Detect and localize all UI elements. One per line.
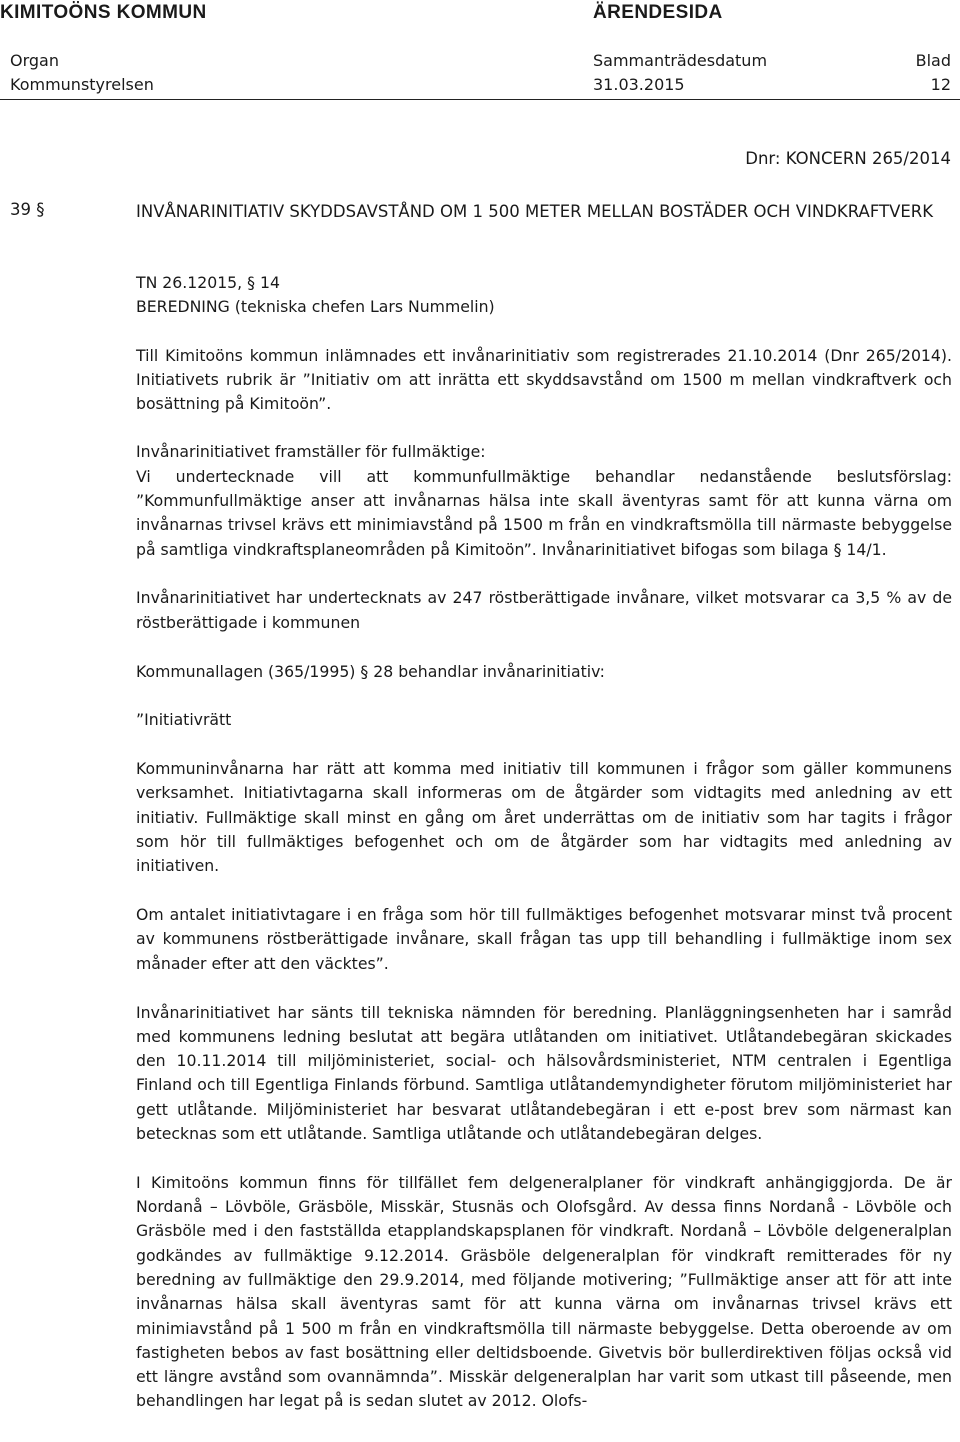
case-dnr: Dnr: KONCERN 265/2014 <box>745 149 951 168</box>
page-header <box>0 0 960 102</box>
page-number: 12 <box>930 75 951 94</box>
header-divider <box>0 99 960 100</box>
prep-beredning: BEREDNING (tekniska chefen Lars Nummelin) <box>136 297 495 317</box>
paragraph: Invånarinitiativet har sänts till tekniska nämnden för beredning. Planläggningsenheten har i samråd med kommunens ledning beslutat att begära utlåtanden om initiativet. Utlåtandebegäran skickades den 10.11.2014 till miljöministeriet, social- och hälsovårdsministeriet, NTM centralen i Egentliga Finland och till Egentliga Finlands förbund. Samtliga utlåtandemyndigheter förutom miljöministeriet har gett utlåtande. Miljöministeriet har besvarat utlåtandebegäran i ett e-post brev som närmast kan betecknas som ett utlåtande. Samtliga utlåtande och utlåtandebegäran delges. <box>136 1002 952 1144</box>
paragraph: Vi undertecknade vill att kommunfullmäktige behandlar nedanstående beslutsförslag: ”Kommunfullmäktige anser att invånarnas hälsa inte skall äventyras samt för att kunna värna om invånarnas trivsel krävs ett minimiavstånd på 1500 m från en vindkraftsmölla till närmaste bebyggelse på samtliga vindkraftsplaneområden på Kimitoön”. Invånarinitiativet bifogas som bilaga § 14/1. <box>136 466 952 559</box>
paragraph: Invånarinitiativet har undertecknats av 247 röstberättigade invånare, vilket motsvarar ca 3,5 % av de röstberättigade i kommunen <box>136 588 952 632</box>
case-body <box>136 271 952 1414</box>
prep-reference: TN 26.12015, § 14 <box>136 273 280 292</box>
paragraph: ”Initiativrätt <box>136 710 232 730</box>
case-title: INVÅNARINITIATIV SKYDDSAVSTÅND OM 1 500 METER MELLAN BOSTÄDER OCH VINDKRAFTVERK <box>136 202 934 221</box>
paragraph: Kommuninvånarna har rätt att komma med initiativ till kommunen i frågor som gäller kommunens verksamhet. Initiativtagarna skall informeras om de åtgärder som vidtagits med anledning av ett initiativ. Fullmäktige skall minst en gång om året underrättas om de initiativ som har tagits i frågor som hör till fullmäktiges befogenhet och om de åtgärder som har vidtagits med anledning av initiativen. <box>136 759 952 876</box>
meeting-date-value: 31.03.2015 <box>593 75 685 94</box>
meeting-date-label: Sammanträdesdatum <box>593 51 768 70</box>
paragraph: Invånarinitiativet framställer för fullmäktige: <box>136 442 486 462</box>
paragraph: I Kimitoöns kommun finns för tillfället fem delgeneralplaner för vindkraft anhängiggjorda. De är Nordanå – Lövböle, Gräsböle, Misskär, Stusnäs och Olofsgård. Av dessa finns Nordanå - Lövböle och Gräsböle med i den fastställda etapplandskapsplanen för vindkraft. Nordanå – Lövböle delgeneralplan godkändes av fullmäktige 9.12.2014. Gräsböle delgeneralplan för vindkraft remitterades för ny beredning av fullmäktige den 29.9.2014, med följande motivering; ”Fullmäktige anser att för att inte invånarnas hälsa skall äventyras samt för att kunna värna om invånarnas trivsel krävs ett minimiavstånd på 1 500 m från en vindkraftsmölla till närmaste bebyggelse. Detta oberoende av om fastigheten bebos av fast bosättning eller deltidsboende. Givetvis bör bullerdirektiven följas också vid ett längre avstånd som ovannämnda”. Misskär delgeneralplan har varit som utkast till påseende, men behandlingen har legat på is sedan slutet av 2012. Olofs- <box>136 1172 952 1411</box>
case-number: 39 § <box>10 200 45 219</box>
paragraph: Till Kimitoöns kommun inlämnades ett invånarinitiativ som registrerades 21.10.2014 (Dnr 265/2014). Initiativets rubrik är ”Initiativ om att inrätta ett skyddsavstånd om 1500 m mellan vindkraftverk och bosättning på Kimitoön”. <box>136 345 952 414</box>
paragraph: Kommunallagen (365/1995) § 28 behandlar invånarinitiativ: <box>136 661 605 681</box>
page-label: Blad <box>915 51 951 70</box>
paragraph: Om antalet initiativtagare i en fråga som hör till fullmäktiges befogenhet motsvarar minst två procent av kommunens röstberättigade invånare, skall frågan tas upp till behandling i fullmäktige inom sex månader efter att den väcktes”. <box>136 905 952 973</box>
document-type: ÄRENDESIDA <box>593 2 723 23</box>
organ-label: Organ <box>10 51 59 70</box>
organ-value: Kommunstyrelsen <box>10 75 154 94</box>
municipality-name: KIMITOÖNS KOMMUN <box>0 2 207 23</box>
